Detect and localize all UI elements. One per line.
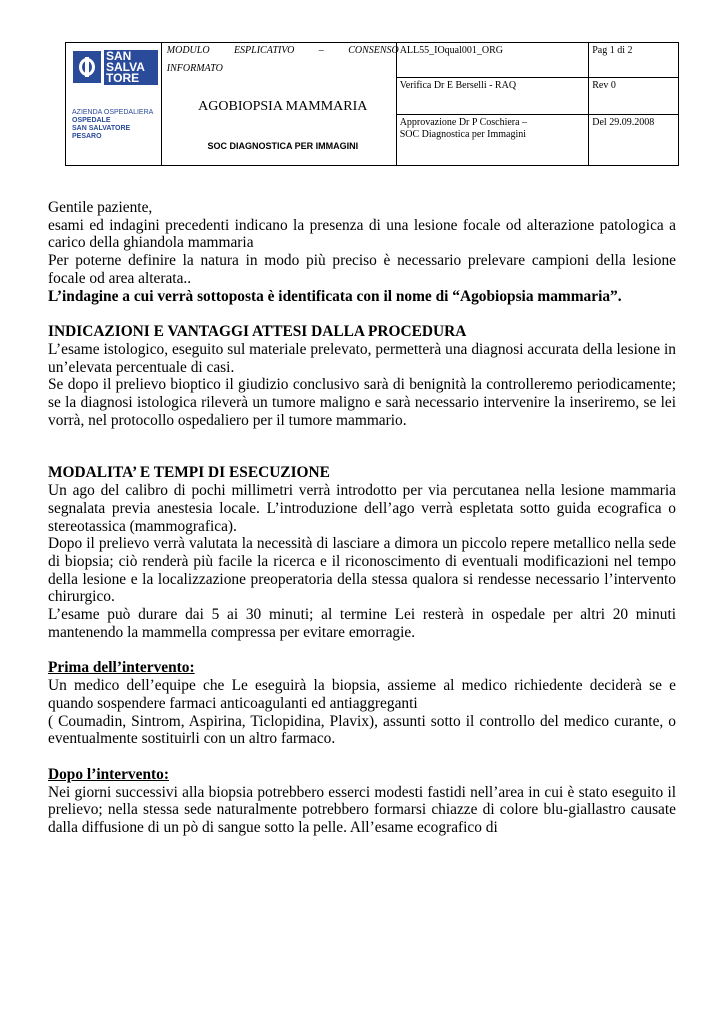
section-paragraph: Se dopo il prelievo bioptico il giudizio conclusivo sarà di benignità la controlleremo periodicamente; se la diagnosi istologica rileverà un tumore maligno e sarà necessario intervenire la inseriremo, se lei vorrà, nel protocollo ospedaliero per il tumore mammario. [48, 376, 676, 429]
logo-name: SAN SALVA TORE [104, 50, 158, 85]
document-header [65, 42, 679, 166]
logo-subtitle: AZIENDA OSPEDALIERA OSPEDALE SAN SALVATORE PESARO [72, 109, 154, 140]
hospital-logo-cell [66, 43, 162, 166]
section-paragraph: Un medico dell’equipe che Le eseguirà la biopsia, assieme al medico richiedente deciderà se e quando sospendere farmaci anticoagulanti ed antiaggreganti [48, 677, 676, 712]
document-body [48, 199, 676, 837]
intro-paragraph: Per poterne definire la natura in modo più preciso è necessario prelevare campioni della lesione focale od area alterata.. [48, 252, 676, 287]
revision: Rev 0 [589, 78, 679, 115]
section-heading: INDICAZIONI E VANTAGGI ATTESI DALLA PROCEDURA [48, 323, 467, 341]
section-paragraph: Un ago del calibro di pochi millimetri verrà introdotto per via percutanea nella lesione mammaria segnalata previa anestesia locale. L’introduzione dell’ago verrà espletata sotto guida ecografica o stereotassica (mammografica). [48, 482, 676, 535]
hospital-logo [66, 43, 160, 157]
approval: Approvazione Dr P Coschiera – SOC Diagnostica per Immagini [396, 115, 589, 166]
hospital-emblem-icon [73, 51, 101, 83]
section-heading: MODALITA’ E TEMPI DI ESECUZIONE [48, 464, 330, 482]
section-paragraph: ( Coumadin, Sintrom, Aspirina, Ticlopidina, Plavix), assunti sotto il controllo del medico curante, o eventualmente sostituirli con un altro farmaco. [48, 712, 676, 748]
section-paragraph: Dopo il prelievo verrà valutata la necessità di lasciare a dimora un piccolo repere metallico nella sede di biopsia; ciò renderà più facile la ricerca e il riconoscimento di eventuali modificazioni nel tempo della lesione e la localizzazione preoperatoria della stessa qualora si rendesse necessario l’intervento chirurgico. [48, 535, 676, 606]
section-heading: Prima dell’intervento: [48, 659, 195, 677]
approval-date: Del 29.09.2008 [589, 115, 679, 166]
page-number: Pag 1 di 2 [589, 43, 679, 78]
document-title: AGOBIOPSIA MAMMARIA [198, 99, 368, 114]
intro-paragraph: esami ed indagini precedenti indicano la presenza di una lesione focale od alterazione patologica a carico della ghiandola mammaria [48, 216, 676, 252]
section-paragraph: L’esame può durare dai 5 ai 30 minuti; al termine Lei resterà in ospedale per altri 20 minuti mantenendo la mammella compressa per evitare emorragie. [48, 606, 676, 641]
module-label: MODULO ESPLICATIVO – CONSENSO INFORMATO [166, 45, 399, 74]
section-paragraph: L’esame istologico, eseguito sul materiale prelevato, permetterà una diagnosi accurata della lesione in un’elevata percentuale di casi. [48, 340, 676, 376]
document-title-cell [161, 43, 399, 166]
section-heading: Dopo l’intervento: [48, 765, 169, 783]
document-code: ALL55_IOqual001_ORG [396, 43, 589, 78]
verification: Verifica Dr E Berselli - RAQ [396, 78, 589, 115]
procedure-name-statement: L’indagine a cui verrà sottoposta è identificata con il nome di “Agobiopsia mammaria”. [48, 287, 622, 305]
greeting: Gentile paziente, [48, 199, 153, 216]
department-name: SOC DIAGNOSTICA PER IMMAGINI [207, 141, 359, 151]
section-paragraph: Nei giorni successivi alla biopsia potrebbero esserci modesti fastidi nell’area in cui è stato eseguito il prelievo; nella stessa sede naturalmente potrebbero formarsi chiazze di colore blu-giallastro causate dalla diffusione di un pò di sangue sotto la pelle. All’esame ecografico di [48, 783, 676, 837]
